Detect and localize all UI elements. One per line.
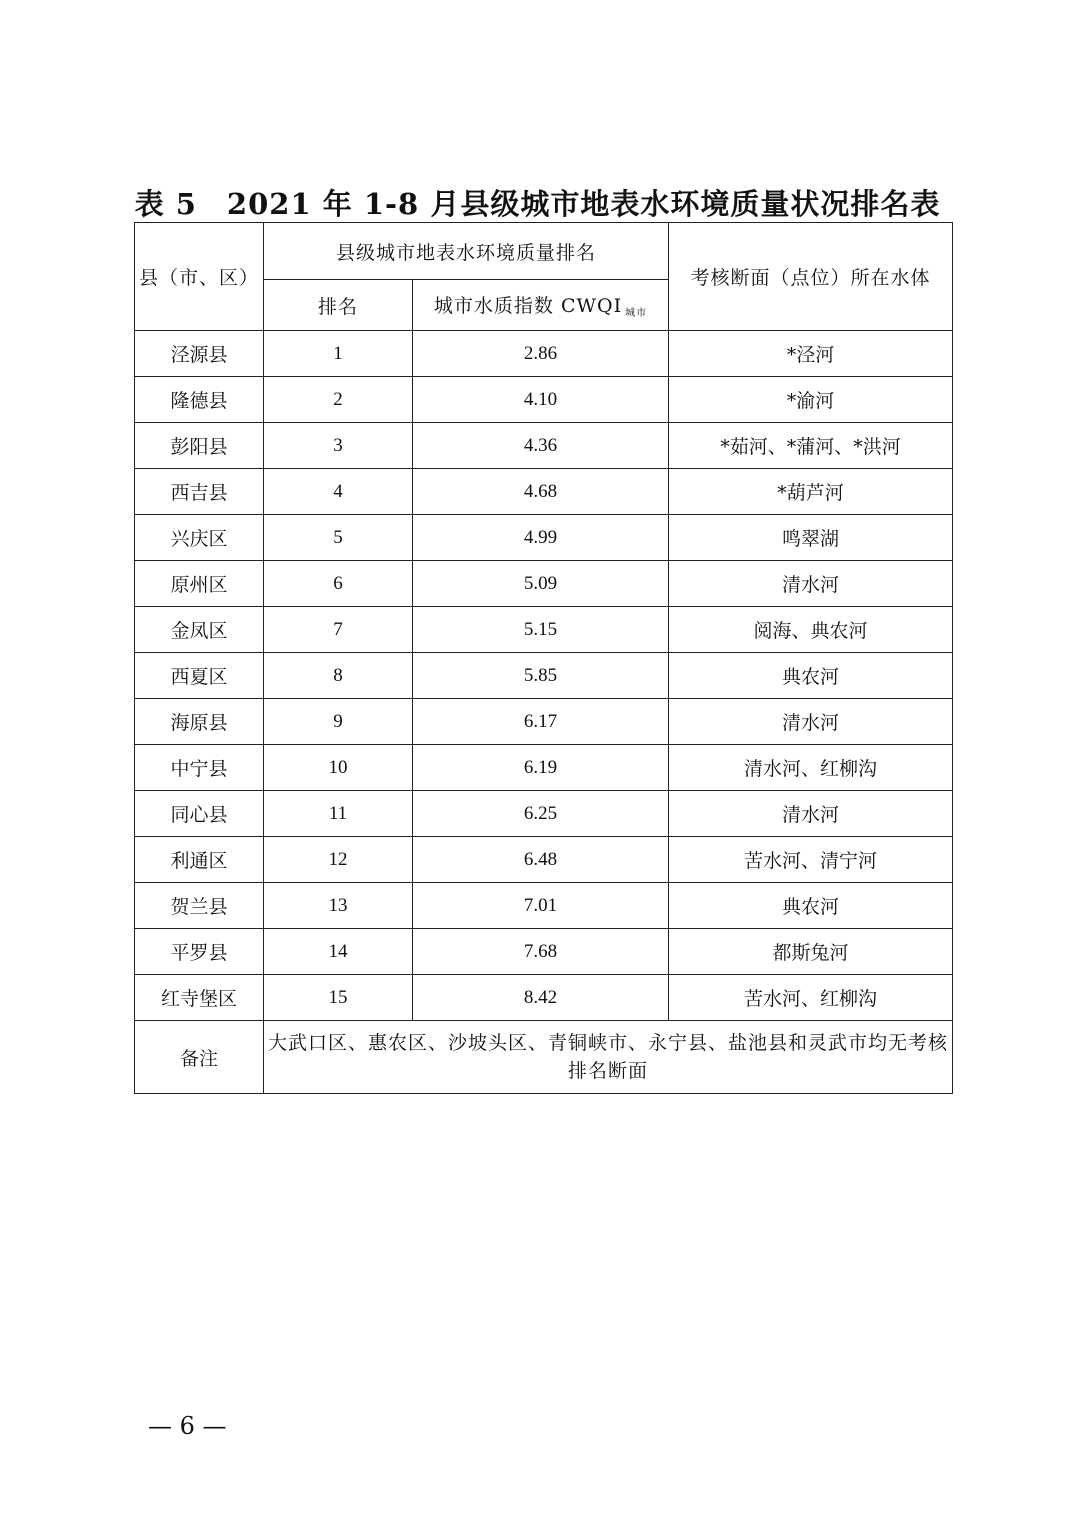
cwqi-cell: 6.19 [413,745,669,791]
table-row [135,791,953,837]
rank-cell: 6 [264,561,413,607]
water-body-cell: 苦水河、红柳沟 [669,975,953,1021]
cwqi-cell: 5.09 [413,561,669,607]
county-cell: 红寺堡区 [135,975,264,1021]
cwqi-cell: 6.25 [413,791,669,837]
water-body-cell: 典农河 [669,883,953,929]
table-row [135,331,953,377]
table-row [135,653,953,699]
county-cell: 利通区 [135,837,264,883]
water-body-cell: 鸣翠湖 [669,515,953,561]
water-body-cell: 清水河 [669,561,953,607]
cwqi-cell: 8.42 [413,975,669,1021]
cwqi-cell: 4.36 [413,423,669,469]
rank-cell: 8 [264,653,413,699]
rank-cell: 3 [264,423,413,469]
table-row [135,515,953,561]
note-text-line-1: 大武口区、惠农区、沙坡头区、青铜峡市、永宁县、盐池县和灵武市均无考核 [268,1032,949,1054]
county-cell: 隆德县 [135,377,264,423]
county-cell: 原州区 [135,561,264,607]
water-body-cell: *葫芦河 [669,469,953,515]
table-row [135,975,953,1021]
water-body-cell: *茹河、*蒲河、*洪河 [669,423,953,469]
rank-cell: 13 [264,883,413,929]
table-row [135,377,953,423]
note-text [264,1021,953,1094]
rank-cell: 15 [264,975,413,1021]
table-row [135,607,953,653]
water-body-cell: *泾河 [669,331,953,377]
header-group: 县级城市地表水环境质量排名 [264,223,669,280]
cwqi-cell: 4.68 [413,469,669,515]
water-body-cell: *渝河 [669,377,953,423]
county-cell: 金凤区 [135,607,264,653]
note-text-line-2: 排名断面 [568,1060,649,1082]
rank-cell: 10 [264,745,413,791]
cwqi-cell: 7.01 [413,883,669,929]
header-county: 县（市、区） [135,223,264,331]
rank-cell: 7 [264,607,413,653]
header-row-1 [135,223,953,280]
county-cell: 彭阳县 [135,423,264,469]
rank-cell: 5 [264,515,413,561]
cwqi-cell: 7.68 [413,929,669,975]
county-cell: 平罗县 [135,929,264,975]
cwqi-cell: 6.48 [413,837,669,883]
water-body-cell: 苦水河、清宁河 [669,837,953,883]
county-cell: 兴庆区 [135,515,264,561]
water-body-cell: 清水河、红柳沟 [669,745,953,791]
page-number: — 6 — [148,1412,227,1440]
note-row [135,1021,953,1094]
county-cell: 中宁县 [135,745,264,791]
header-cwqi-label: 城市水质指数 CWQI [433,295,623,317]
county-cell: 西吉县 [135,469,264,515]
table-row [135,699,953,745]
table-row [135,745,953,791]
cwqi-cell: 6.17 [413,699,669,745]
rank-cell: 4 [264,469,413,515]
rank-cell: 14 [264,929,413,975]
header-cwqi-subscript: 城市 [625,308,648,319]
header-cwqi [413,280,669,331]
water-body-cell: 清水河 [669,699,953,745]
rank-cell: 9 [264,699,413,745]
rank-cell: 11 [264,791,413,837]
county-cell: 贺兰县 [135,883,264,929]
note-label: 备注 [135,1021,264,1094]
cwqi-cell: 4.99 [413,515,669,561]
water-body-cell: 典农河 [669,653,953,699]
county-cell: 海原县 [135,699,264,745]
county-cell: 同心县 [135,791,264,837]
rank-cell: 1 [264,331,413,377]
ranking-table [134,222,953,1094]
header-water-body: 考核断面（点位）所在水体 [669,223,953,331]
water-body-cell: 都斯兔河 [669,929,953,975]
cwqi-cell: 5.85 [413,653,669,699]
table-row [135,469,953,515]
county-cell: 泾源县 [135,331,264,377]
table-title: 表 5 2021 年 1-8 月县级城市地表水环境质量状况排名表 [134,187,941,221]
cwqi-cell: 5.15 [413,607,669,653]
water-body-cell: 清水河 [669,791,953,837]
county-cell: 西夏区 [135,653,264,699]
cwqi-cell: 2.86 [413,331,669,377]
rank-cell: 2 [264,377,413,423]
water-body-cell: 阅海、典农河 [669,607,953,653]
rank-cell: 12 [264,837,413,883]
table-row [135,837,953,883]
header-rank: 排名 [264,280,413,331]
cwqi-cell: 4.10 [413,377,669,423]
table-row [135,929,953,975]
table-row [135,561,953,607]
table-row [135,883,953,929]
table-row [135,423,953,469]
